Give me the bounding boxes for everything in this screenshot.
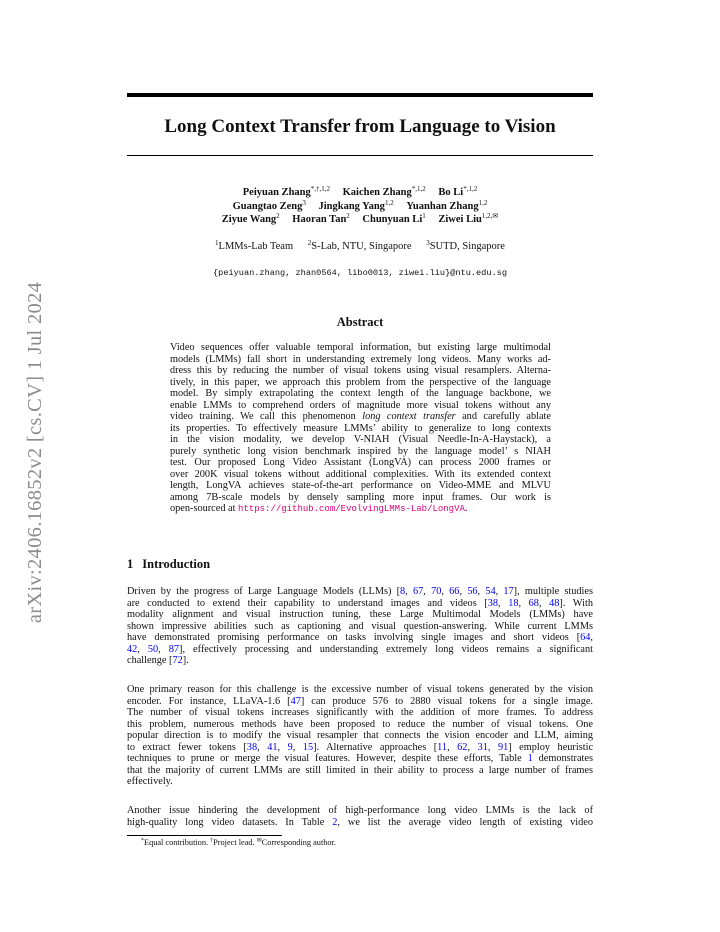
author: Ziwei Liu$^{1,2,✉}$ [438, 212, 499, 225]
author-list [127, 186, 593, 227]
abstract-line: models (LMMs) fall short in understanding extremely long videos. Many works ad- [170, 353, 551, 365]
abstract-heading: Abstract [336, 315, 384, 329]
paragraph-line: to extract fewer tokens [38, 41, 9, 15]. Alternative approaches [11, 62, 31, 91] employ heuristic [127, 741, 594, 753]
footnote-rule [127, 835, 282, 836]
citation-link[interactable]: 91 [497, 741, 509, 753]
paragraph-line: shown impressive abilities such as captioning and visual question-answering. While current LMMs [127, 620, 593, 632]
author-row-1 [127, 186, 593, 200]
author: Kaichen Zhang$^{*,1,2}$ [342, 185, 426, 198]
citation-link[interactable]: 41 [267, 741, 278, 753]
citation-link[interactable]: 56 [467, 586, 478, 597]
abstract-line: Video sequences offer valuable temporal information, but existing large multimodal [170, 342, 551, 353]
citation-link[interactable]: 47 [290, 695, 301, 707]
author: Peiyuan Zhang$^{*,\dagger,1,2}$ [242, 185, 330, 198]
intro-paragraph-2 [127, 684, 593, 788]
citation-link[interactable]: 15 [302, 741, 314, 753]
section-number: 1 [127, 557, 134, 571]
author: Jingkang Yang$^{1,2}$ [318, 198, 394, 212]
author: Haoran Tan$^2$ [292, 212, 350, 225]
paragraph-line: challenge [72]. [127, 655, 189, 666]
abstract-line: length, LongVA achieves state-of-the-art performance on Video-MME and MLVU [170, 480, 551, 491]
emphasized-term: long context transfer [362, 411, 456, 422]
affiliation-list [127, 241, 593, 252]
citation-link[interactable]: 68 [528, 597, 539, 609]
paragraph-line: techniques to prune or merge the visual features. However, despite these efforts, Table 1 demonstrates [127, 753, 593, 764]
paragraph-line: have demonstrated promising performance on tasks involving single images and short videos [64, [127, 632, 593, 643]
title-top-rule [127, 93, 593, 97]
citation-link[interactable]: 42 [127, 643, 138, 655]
paragraph-line: modality alignment and visual instruction tuning, these Large Multimodal Models (LMMs) have [127, 609, 593, 620]
footnote: *Equal contribution. †Project lead. ✉Corresponding author. [141, 838, 336, 847]
paper-title: Long Context Transfer from Language to Vision [164, 116, 556, 137]
citation-link[interactable]: 62 [457, 741, 468, 753]
paragraph-line: Driven by the progress of Large Language Models (LLMs) [8, 67, 70, 66, 56, 54, 17], multiple studies [127, 586, 593, 597]
abstract-line: model. By simply extrapolating the context length of the language backbone, we [170, 388, 551, 399]
paragraph-line: One primary reason for this challenge is the excessive number of visual tokens generated by the vision [127, 684, 593, 695]
citation-link[interactable]: 72 [172, 655, 183, 666]
abstract-line: purely synthetic long vision benchmark inspired by the language model’ s NIAH [170, 445, 551, 457]
paragraph-line: The number of visual tokens increases significantly with the addition of more frames. To address [127, 707, 593, 718]
abstract-line: its properties. To effectively measure LMMs’ ability to generalize to long contexts [170, 422, 551, 434]
citation-link[interactable]: 8 [400, 586, 406, 597]
citation-link[interactable]: 11 [437, 741, 448, 753]
author-row-2 [127, 200, 593, 214]
title-bottom-rule [127, 155, 593, 156]
affiliation: $^2$S-Lab, NTU, Singapore [307, 239, 412, 252]
abstract-line: test. Our proposed Long Video Assistant (LongVA) can process 2000 frames or [170, 457, 551, 468]
citation-link[interactable]: 38 [246, 741, 258, 753]
intro-paragraph-3 [127, 805, 593, 828]
abstract-line: video training. We call this phenomenon long context transfer and carefully ablate [170, 411, 551, 422]
paragraph-line: that the majority of current LMMs are still limited in their ability to process a large number of frames [127, 764, 593, 776]
citation-link[interactable]: 48 [549, 597, 560, 609]
table-reference-link[interactable]: 2 [332, 816, 338, 828]
citation-link[interactable]: 70 [431, 586, 442, 597]
abstract-line: over 200K visual tokens without additional complexities. With its extended context [170, 468, 551, 480]
abstract-line: dress this by reducing the number of visual tokens using visual resamplers. Alterna- [170, 365, 551, 376]
citation-link[interactable]: 87 [168, 643, 180, 655]
author: Bo $Li^{*,1,2}$ [438, 185, 478, 198]
citation-link[interactable]: 31 [477, 741, 488, 753]
abstract-line: enable LMMs to comprehend orders of magnitude more visual tokens without any [170, 399, 551, 411]
author: Guangtao Zeng$^3$ [232, 198, 306, 212]
paragraph-line: effectively. [127, 776, 173, 787]
contact-email: {peiyuan.zhang, zhan0564, libo0013, ziwei.liu}@ntu.edu.sg [213, 268, 507, 278]
affiliation: $^1$LMMs-Lab Team [215, 239, 294, 252]
citation-link[interactable]: 17 [503, 586, 514, 597]
paragraph-line: Another issue hindering the development of high-performance long video LMMs is the lack of [127, 805, 593, 816]
arxiv-identifier-stamp [16, 262, 56, 642]
abstract-line: tively, in this paper, we approach this problem from the perspective of the language [170, 376, 551, 388]
citation-link[interactable]: 66 [449, 586, 460, 597]
citation-link[interactable]: 9 [287, 741, 293, 753]
paragraph-line: high-quality long video datasets. In Table 2, we list the average video length of existing video [127, 816, 593, 828]
citation-link[interactable]: 18 [508, 597, 519, 609]
author: Chunyuan Li$^1$ [362, 212, 426, 225]
paragraph-line: popular direction is to modify the visual resampler that connects the vision encoder and LLM, aiming [127, 730, 593, 741]
author: Yuanhan Zhang$^{1,2}$ [406, 198, 488, 212]
paragraph-line: are conducted to extend their capability to understand images and videos [38, 18, 68, 48]. With [127, 597, 593, 609]
abstract-line: open-sourced at https://github.com/EvolvingLMMs-Lab/LongVA. [170, 503, 468, 514]
intro-paragraph-1 [127, 586, 593, 667]
abstract-line: in the vision modality, we develop V-NIAH (Visual Needle-In-A-Haystack), a [170, 434, 551, 445]
citation-link[interactable]: 38 [487, 597, 499, 609]
paragraph-line: 42, 50, 87], effectively processing and understanding extremely long videos remains a significant [127, 643, 594, 655]
abstract-body [170, 342, 551, 515]
section-heading-introduction [127, 557, 210, 572]
author: Ziyue Wang$^2$ [221, 212, 280, 225]
section-title: Introduction [142, 557, 211, 571]
author-row-3 [127, 213, 593, 227]
affiliation: $^3$SUTD, Singapore [426, 239, 505, 252]
citation-link[interactable]: 54 [485, 586, 496, 597]
citation-link[interactable]: 64 [580, 632, 591, 643]
arxiv-stamp-text: arXiv:2406.16852v2 [cs.CV] 1 Jul 2024 [24, 281, 47, 623]
table-reference-link[interactable]: 1 [527, 753, 533, 764]
github-link[interactable]: https://github.com/EvolvingLMMs-Lab/LongVA [238, 504, 465, 514]
citation-link[interactable]: 50 [147, 643, 159, 655]
citation-link[interactable]: 67 [412, 586, 424, 597]
paragraph-line: this problem, numerous methods have been proposed to reduce the number of visual tokens. One [127, 718, 593, 730]
paragraph-line: encoder. For instance, LLaVA-1.6 [47] can produce 576 to 2880 visual tokens for a single image. [127, 695, 593, 707]
abstract-line: among 7B-scale models by densely sampling more input frames. Our work is [170, 491, 551, 503]
